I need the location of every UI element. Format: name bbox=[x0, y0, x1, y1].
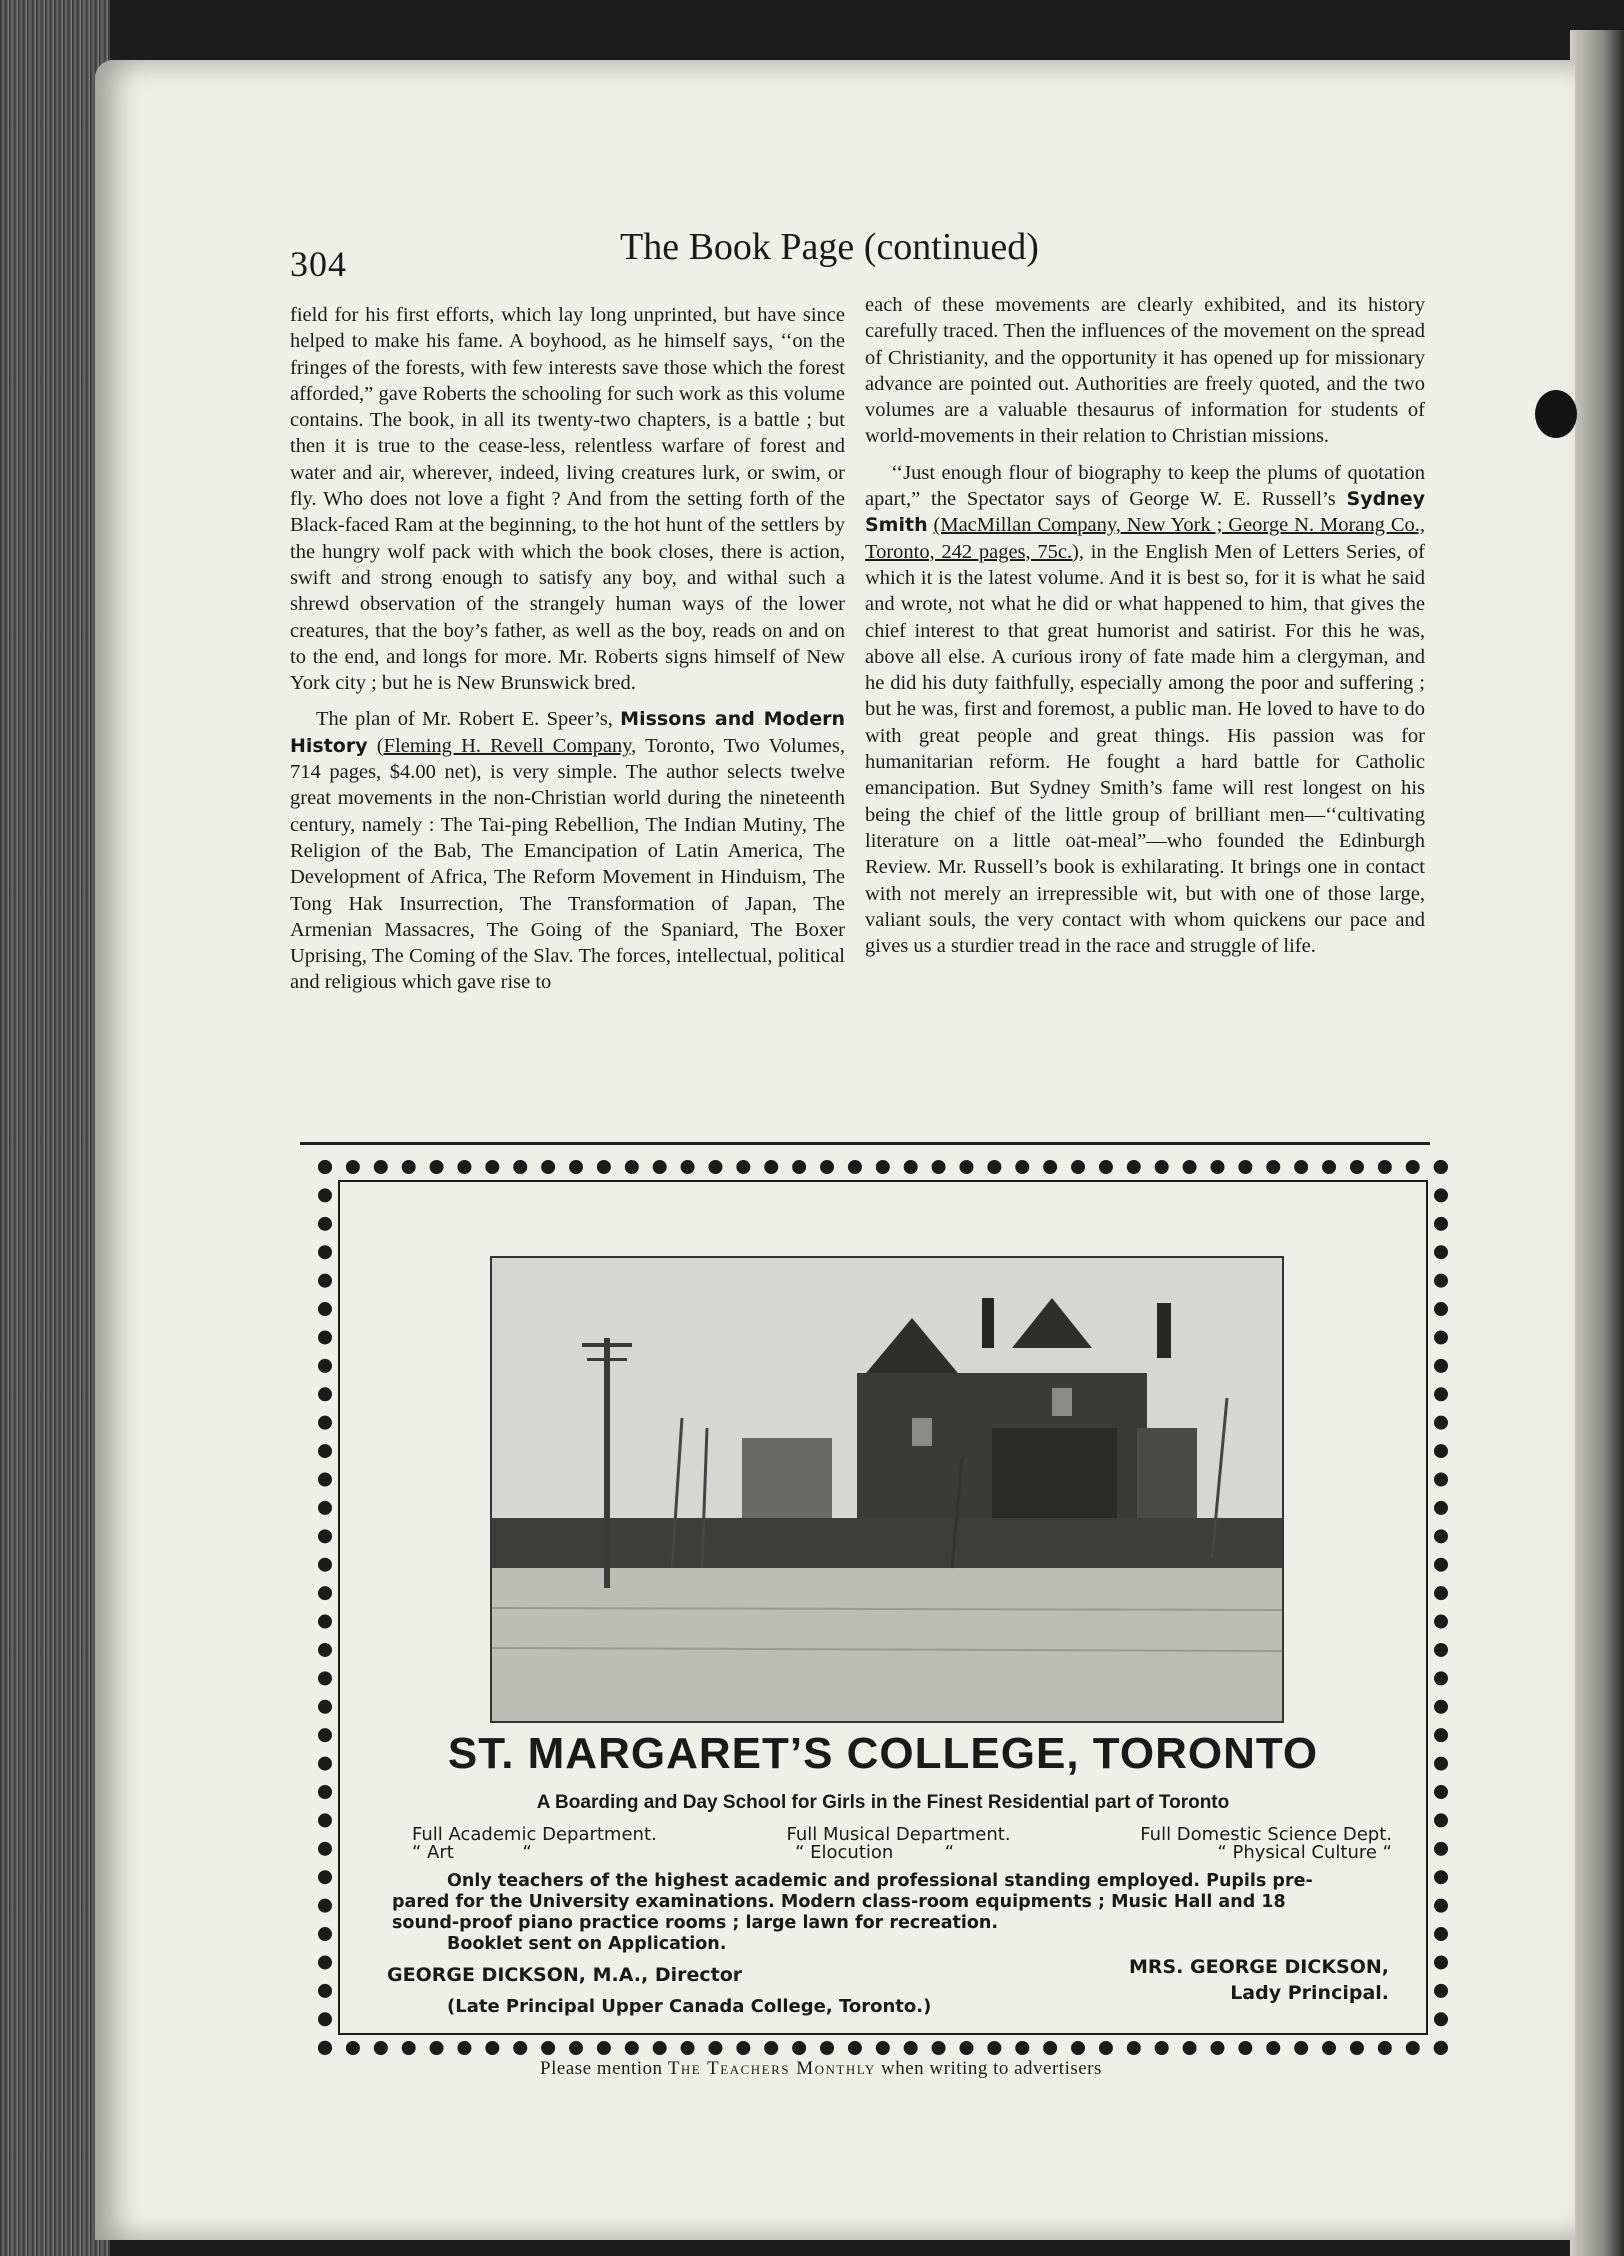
college-advertisement bbox=[318, 1160, 1448, 2055]
advertisement-body bbox=[392, 1871, 1392, 1955]
section-divider bbox=[300, 1142, 1430, 1145]
roberts-review-paragraph: field for his first efforts, which lay long unprinted, but have since helped to make his fame. A boyhood, as he himself says, ‘‘on the fringes of the forests, with few interests save those which the forest afforded,” gave Roberts the schooling for such work as this volume contains. The book, in all its twenty-two chapters, is a battle ; but then it is true to the cease-less, relentless warfare of forest and water and air, wherever, indeed, living creatures lurk, or swim, or fly. Who does not love a fight ? And from the setting forth of the Black-faced Ram at the beginning, to the hot hunt of the settlers by the hungry wolf pack with which the book closes, there is action, swift and strong enough to satisfy any boy, and withal such a shrewd observation of the strangely human ways of the lower creatures, that the boy’s father, as well as the boy, reads on and on to the end, and longs for more. Mr. Roberts signs himself of New York city ; but he is New Brunswick bred. bbox=[290, 304, 845, 695]
college-tagline: A Boarding and Day School for Girls in the Finest Residential part of Toronto bbox=[536, 1792, 1230, 1813]
director-note: (Late Principal Upper Canada College, Toronto.) bbox=[447, 1996, 932, 2017]
russell-publisher: (MacMillan Company, New York ; George N. Morang Co., Toronto, 242 pages, 75c.), bbox=[865, 514, 1425, 563]
russell-review-paragraph bbox=[865, 460, 1425, 960]
running-title: The Book Page (continued) bbox=[620, 226, 1039, 268]
russell-review-intro: ‘‘Just enough flour of biography to keep the plums of quotation apart,” the Spectator says of George W. E. Russell’s bbox=[865, 461, 1425, 511]
principal-title: Lady Principal. bbox=[1230, 1982, 1389, 2004]
department-academic: Full Academic Department. bbox=[412, 1824, 657, 1845]
director-name: GEORGE DICKSON, M.A., Director bbox=[387, 1964, 743, 1986]
speer-review-continued: each of these movements are clearly exhibited, and its history carefully traced. Then the influences of the movement on the spread of Christianity, and the opportunity it has opened up for missionary advance are pointed out. Authorities are freely quoted, and the two volumes are a valuable thesaurus of information for students of world-movements in their relation to Christian missions. bbox=[865, 294, 1425, 448]
ad-body-line: pared for the University examinations. Modern class-room equipments ; Music Hall and 18 bbox=[392, 1892, 1286, 1912]
departments-row-2 bbox=[412, 1842, 1392, 1863]
speer-review-body: Toronto, Two Volumes, 714 pages, $4.00 net), is very simple. The author selects twelve great movements in the non-Christian world during the nineteenth century, namely : The Tai-ping Rebellion, The Indian Mutiny, The Religion of the Bab, The Emancipation of Latin America, The Development of Africa, The Reform Movement in Hinduism, The Tong Hak Insurrection, The Transformation of Japan, The Armenian Massacres, The Going of the Spaniard, The Boxer Uprising, The Coming of the Slav. The forces, intellectual, political and religious which gave rise to bbox=[290, 734, 846, 994]
page-header bbox=[290, 225, 1430, 285]
lady-principal bbox=[1129, 1954, 1389, 2006]
left-column bbox=[290, 302, 845, 996]
speer-review-intro: The plan of Mr. Robert E. Speer’s, bbox=[316, 708, 621, 731]
ad-body-line: sound-proof piano practice rooms ; large lawn for recreation. bbox=[392, 1913, 998, 1933]
book-right-edge bbox=[1570, 30, 1624, 2256]
book-page-edges bbox=[0, 0, 110, 2256]
college-building-photo bbox=[490, 1256, 1284, 1723]
department-domestic-science: Full Domestic Science Dept. bbox=[1140, 1824, 1392, 1845]
principal-name: MRS. GEORGE DICKSON, bbox=[1128, 1956, 1389, 1978]
ad-body-line: Only teachers of the highest academic and professional standing employed. Pupils pre- bbox=[447, 1871, 1313, 1891]
right-column bbox=[865, 292, 1425, 959]
speer-review-paragraph bbox=[290, 706, 845, 995]
binding-hole bbox=[1535, 390, 1577, 438]
advertiser-note-end: when writing to advertisers bbox=[875, 2058, 1102, 2079]
advertiser-note-start: Please mention bbox=[540, 2058, 668, 2079]
department-art: “ Art “ bbox=[412, 1842, 532, 1863]
ad-body-line: Booklet sent on Application. bbox=[447, 1934, 727, 1954]
speer-publisher: (Fleming H. Revell Company, bbox=[376, 734, 637, 757]
department-elocution: “ Elocution “ bbox=[795, 1842, 955, 1863]
russell-book-title: Sydney Smith bbox=[865, 488, 1425, 537]
russell-review-body: in the English Men of Letters Series, of which it is the latest volume. And it is best so, for it is what he said and wrote, not what he did or what happened to him, that gives the chief interest to that great humorist and satirist. For this he was, above all else. A curious irony of fate made him a clergyman, and he did his duty faithfully, especially among the poor and suffering ; but he was, first and foremost, a public man. He loved to have to do with great people and great things. His passion was for humanitarian reform. He fought a hard battle for Catholic emancipation. But Sydney Smith’s fame will rest longest on his being the chief of the little group of brilliant men—‘‘cultivating literature on a little oat-meal”—who founded the Edinburgh Review. Mr. Russell’s book is exhilarating. It brings one in contact with not merely an irrepressible wit, but with one of those large, valiant souls, the very contact with whom quickens our pace and gives us a sturdier tread in the race and struggle of life. bbox=[865, 540, 1425, 958]
department-musical: Full Musical Department. bbox=[786, 1824, 1011, 1845]
speer-book-title: Missons and Modern History bbox=[290, 708, 845, 757]
magazine-name: The Teachers Monthly bbox=[667, 2058, 876, 2079]
advertiser-note bbox=[540, 2058, 1102, 2080]
college-name: ST. MARGARET’S COLLEGE, TORONTO bbox=[447, 1729, 1319, 1778]
department-physical-culture: “ Physical Culture “ bbox=[1217, 1842, 1392, 1863]
page-number: 304 bbox=[290, 244, 347, 284]
